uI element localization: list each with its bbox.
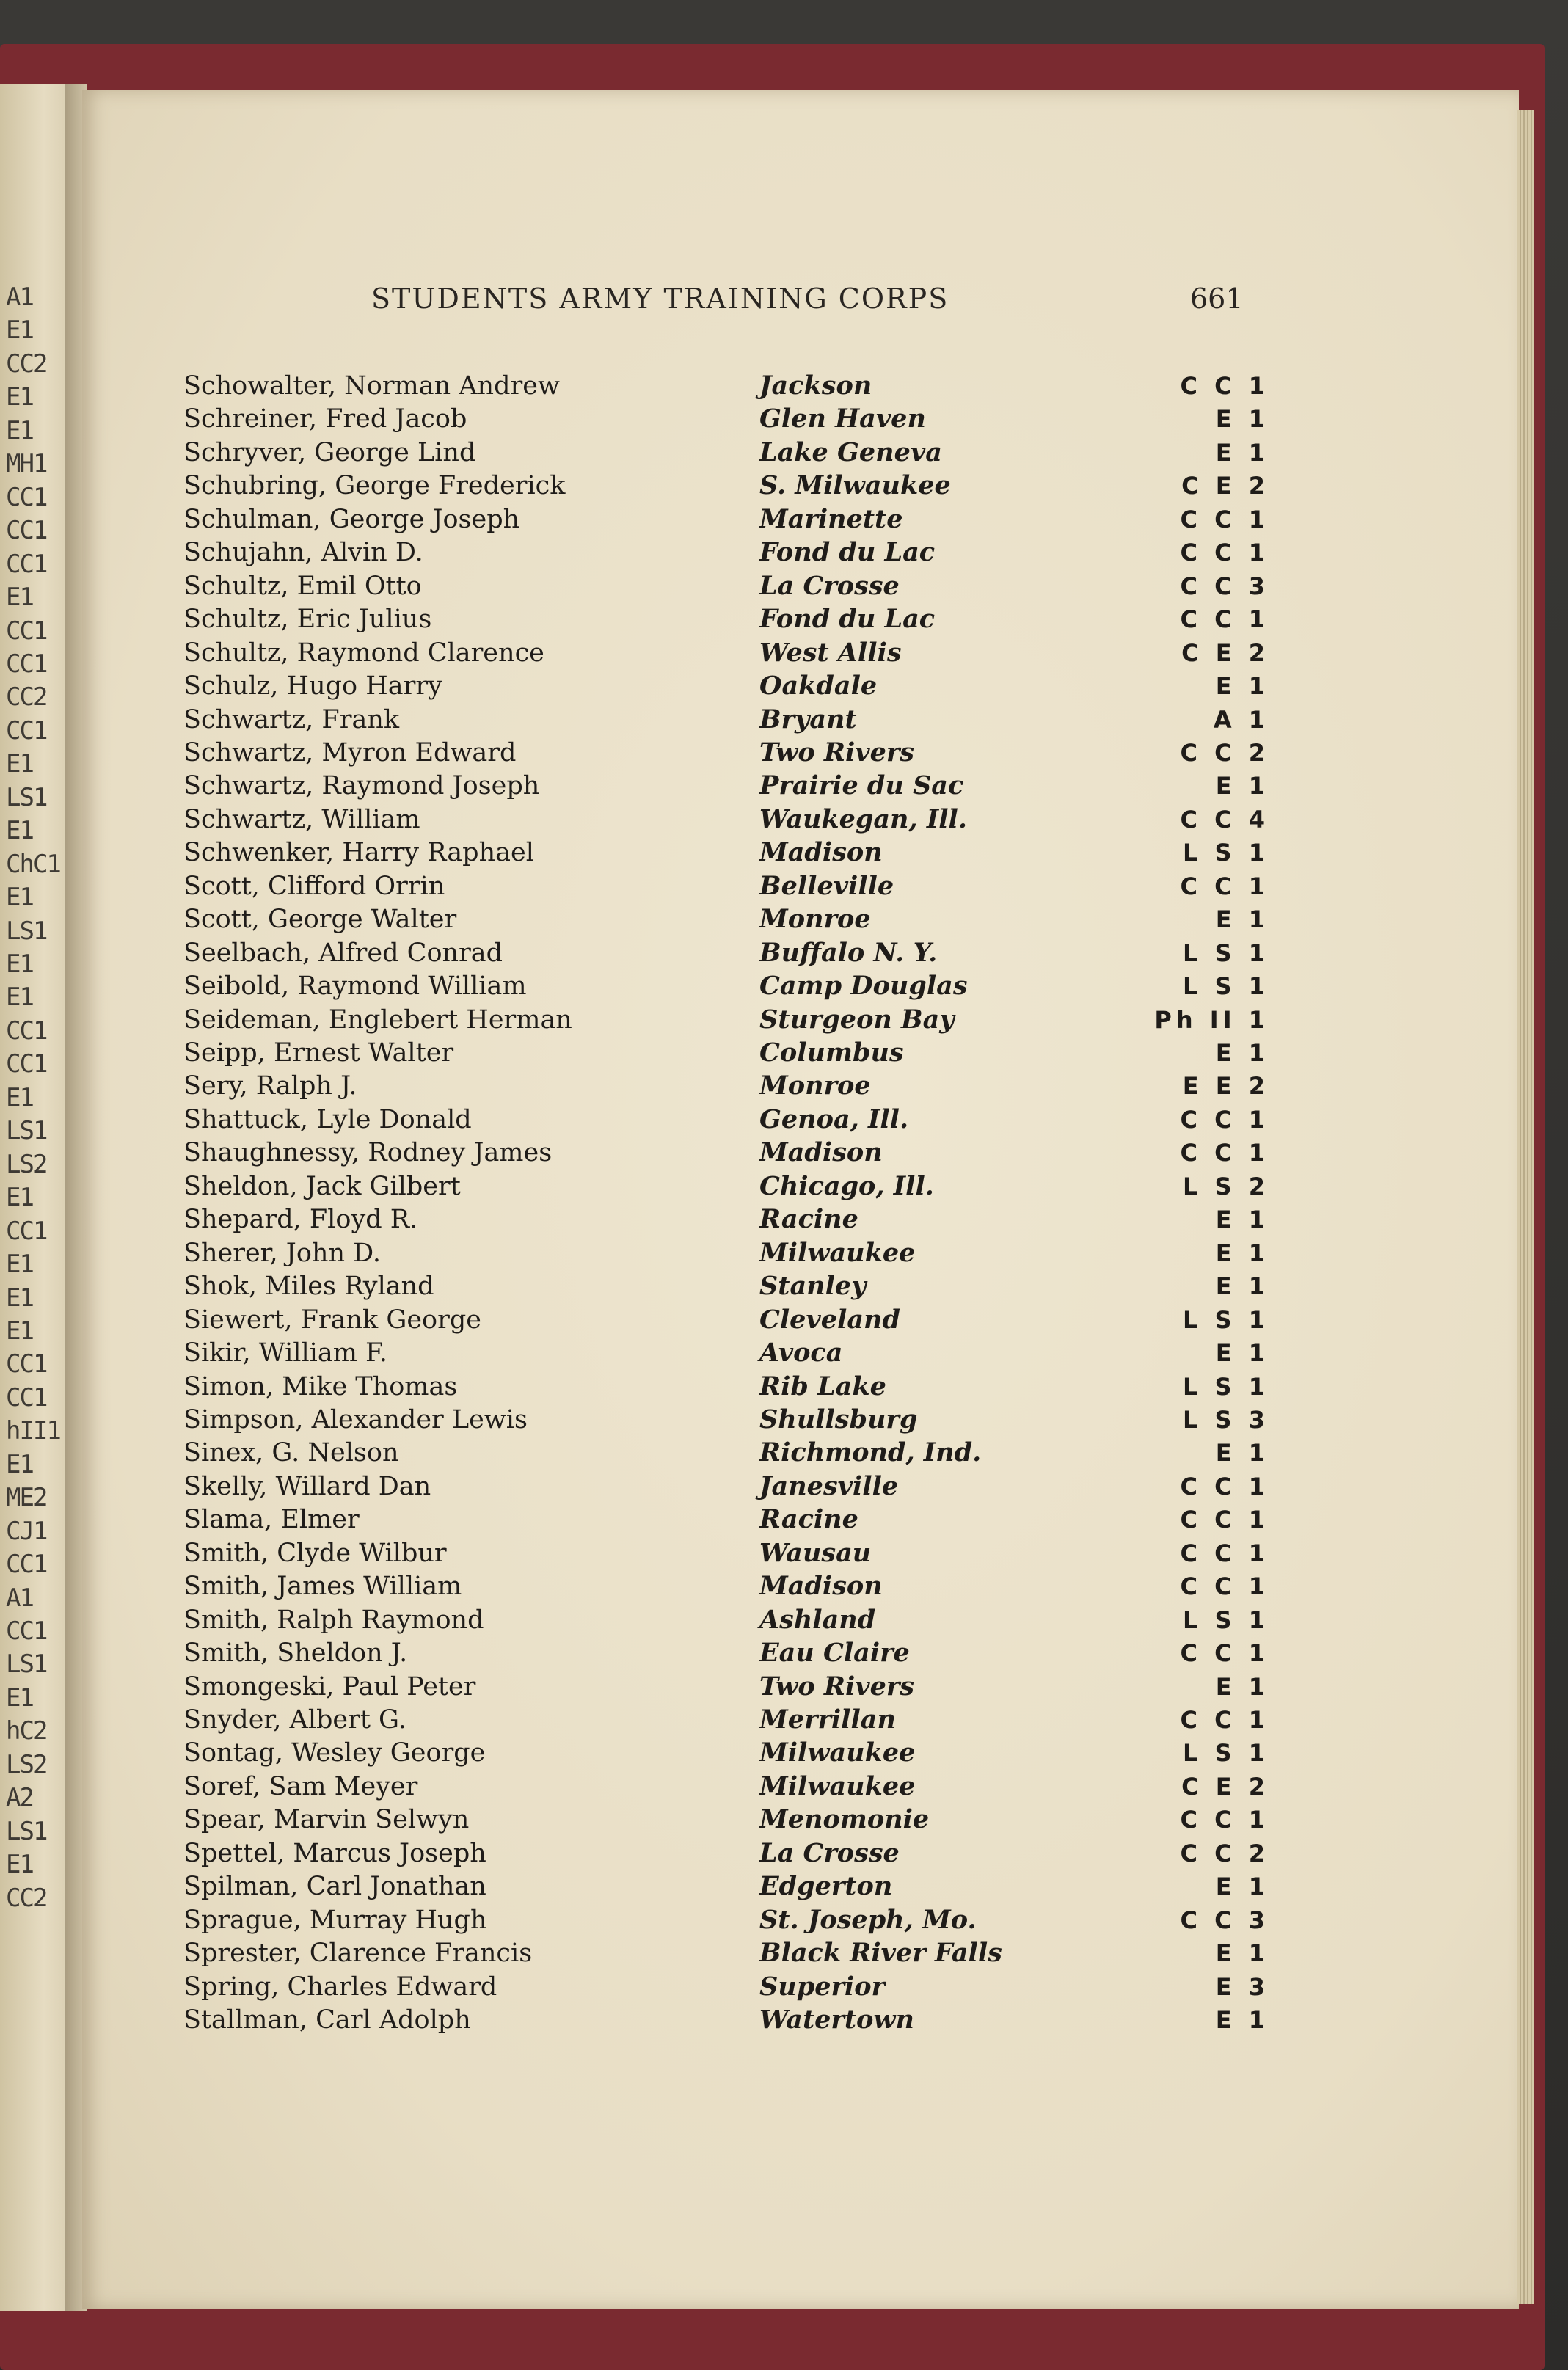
previous-page-mark: E1 [6,883,33,913]
roster-row [183,936,1269,970]
hometown: S. Milwaukee [759,470,951,501]
hometown: Shullsburg [759,1404,918,1434]
hometown: Wausau [759,1537,872,1568]
student-name: Shaughnessy, Rodney James [183,1138,553,1168]
unit-code: E 3 [1215,1972,1269,2001]
previous-page-mark: CC1 [6,482,47,512]
roster-row [183,1936,1269,1970]
previous-page-mark: E1 [6,316,33,346]
unit-code: C E 2 [1181,638,1269,667]
unit-code: C C 3 [1180,1906,1269,1934]
previous-page-mark: E1 [6,816,33,846]
student-name: Schwartz, Myron Edward [183,737,517,767]
roster-row [183,1470,1269,1503]
hometown: La Crosse [759,1837,900,1868]
hometown: Rib Lake [759,1371,886,1401]
hometown: Two Rivers [759,737,914,767]
roster-row [183,636,1269,670]
student-name: Schreiner, Fred Jacob [183,404,467,434]
roster-row [183,1837,1269,1870]
student-name: Shattuck, Lyle Donald [183,1104,472,1134]
unit-code: E 1 [1215,905,1269,934]
hometown: La Crosse [759,570,900,601]
previous-page-mark: CC1 [6,516,47,546]
roster-row [183,1036,1269,1070]
previous-page-mark: LS1 [6,1816,47,1846]
hometown: Eau Claire [759,1638,910,1669]
unit-code: C C 1 [1180,1472,1269,1501]
unit-code: E 1 [1215,1239,1269,1267]
previous-page-mark: CC1 [6,1049,47,1079]
student-name: Schowalter, Norman Andrew [183,371,560,401]
hometown: Watertown [759,2005,914,2035]
hometown: Merrillan [759,1704,896,1735]
roster-row [183,1803,1269,1837]
unit-code: C C 1 [1180,1639,1269,1668]
unit-code: C E 2 [1181,472,1269,500]
hometown: Richmond, Ind. [759,1437,982,1468]
roster-row [183,1569,1269,1603]
roster-row [183,1636,1269,1670]
hometown: Jackson [759,371,872,401]
student-name: Schujahn, Alvin D. [183,538,423,568]
student-name: Skelly, Willard Dan [183,1471,431,1501]
hometown: Oakdale [759,671,878,701]
student-name: Spilman, Carl Jonathan [183,1872,486,1902]
previous-page-mark: CC1 [6,1382,47,1412]
roster-row [183,1003,1269,1037]
unit-code: C C 1 [1180,605,1269,634]
roster-row [183,602,1269,636]
previous-page-mark: E1 [6,1449,33,1479]
unit-code: L S 3 [1183,1405,1269,1434]
previous-page-mark: E1 [6,415,33,445]
unit-code: L S 1 [1183,938,1269,967]
student-name: Smongeski, Paul Peter [183,1671,476,1702]
previous-page-mark: E1 [6,1250,33,1280]
student-name: Smith, Clyde Wilbur [183,1538,447,1568]
student-name: Sherer, John D. [183,1238,382,1268]
student-name: Schwartz, Raymond Joseph [183,771,540,801]
roster-row [183,1970,1269,2004]
roster-row [183,1670,1269,1704]
unit-code: C C 1 [1180,1539,1269,1567]
previous-page-mark: CC1 [6,1216,47,1246]
roster-row [183,1103,1269,1137]
roster-row [183,1603,1269,1637]
hometown: Waukegan, Ill. [759,803,968,834]
previous-page-mark: hC2 [6,1716,47,1746]
roster-row [183,769,1269,803]
hometown: Fond du Lac [759,537,936,568]
student-name: Scott, Clifford Orrin [183,871,445,901]
unit-code: C C 1 [1180,1572,1269,1601]
roster-row [183,1503,1269,1536]
previous-page-mark: E1 [6,1316,33,1346]
student-name: Scott, George Walter [183,905,457,935]
hometown: Menomonie [759,1804,930,1835]
unit-code: L S 1 [1183,839,1269,867]
previous-page-mark: CC2 [6,349,47,379]
student-name: Soref, Sam Meyer [183,1771,418,1801]
hometown: Two Rivers [759,1671,914,1702]
student-name: Snyder, Albert G. [183,1705,406,1735]
roster-row [183,1870,1269,1903]
previous-page-mark: A1 [6,282,33,312]
student-name: Sprague, Murray Hugh [183,1905,487,1935]
student-name: Simon, Mike Thomas [183,1371,458,1401]
roster-row [183,1403,1269,1437]
roster-row [183,703,1269,737]
previous-page-mark: E1 [6,749,33,779]
student-name: Slama, Elmer [183,1505,360,1535]
previous-page-mark: ChC1 [6,849,60,879]
unit-code: E 1 [1215,1339,1269,1368]
student-name: Seibold, Raymond William [183,971,527,1002]
roster-row [183,369,1269,403]
previous-page-mark: E1 [6,1283,33,1313]
unit-code: E 1 [1215,405,1269,434]
hometown: Cleveland [759,1304,900,1335]
previous-page-mark: E1 [6,1183,33,1213]
student-name: Spring, Charles Edward [183,1972,497,2002]
previous-page-mark: LS1 [6,782,47,812]
hometown: Madison [759,837,883,868]
student-name: Schwenker, Harry Raphael [183,838,534,868]
student-name: Schubring, George Frederick [183,471,566,501]
previous-page-mark: E1 [6,982,33,1013]
previous-page-mark: A2 [6,1783,33,1813]
student-name: Schulman, George Joseph [183,504,520,534]
unit-code: C C 1 [1180,372,1269,400]
roster-row [183,903,1269,936]
unit-code: C C 1 [1180,1139,1269,1167]
unit-code: C C 1 [1180,1105,1269,1134]
unit-code: E 1 [1215,438,1269,467]
unit-code: E 1 [1215,1939,1269,1968]
previous-page-mark: CC1 [6,1349,47,1379]
roster-row [183,969,1269,1003]
unit-code: E 1 [1215,672,1269,701]
hometown: Janesville [759,1470,899,1501]
roster-row [183,1136,1269,1170]
hometown: Madison [759,1137,883,1168]
student-name: Schwartz, Frank [183,704,400,734]
previous-page-mark: E1 [6,382,33,412]
hometown: Milwaukee [759,1237,916,1268]
student-name: Smith, James William [183,1572,462,1602]
hometown: Stanley [759,1271,867,1302]
roster-row [183,1770,1269,1804]
previous-page-mark: LS2 [6,1149,47,1179]
roster-row [183,402,1269,436]
unit-code: C C 1 [1180,505,1269,533]
student-name: Schulz, Hugo Harry [183,671,442,701]
roster-row [183,1303,1269,1337]
hometown: Monroe [759,904,871,935]
hometown: Milwaukee [759,1771,916,1801]
unit-code: C C 1 [1180,1806,1269,1834]
hometown: Marinette [759,503,903,534]
unit-code: C C 1 [1180,872,1269,900]
unit-code: A 1 [1213,705,1269,734]
previous-page-mark: hII1 [6,1416,60,1446]
roster-row [183,836,1269,869]
student-name: Schwartz, William [183,804,420,834]
student-name: Smith, Sheldon J. [183,1638,408,1669]
unit-code: E 1 [1215,1873,1269,1901]
hometown: Columbus [759,1038,904,1068]
unit-code: E 1 [1215,1039,1269,1067]
student-name: Spettel, Marcus Joseph [183,1838,486,1868]
roster-row [183,2003,1269,2037]
student-name: Simpson, Alexander Lewis [183,1404,528,1434]
hometown: Black River Falls [759,1938,1002,1969]
student-name: Schryver, George Lind [183,437,476,467]
student-name: Sheldon, Jack Gilbert [183,1171,461,1201]
student-name: Shepard, Floyd R. [183,1205,418,1235]
hometown: Camp Douglas [759,971,968,1002]
roster-row [183,1203,1269,1236]
hometown: Sturgeon Bay [759,1004,955,1035]
unit-code: L S 2 [1183,1172,1269,1200]
hometown: West Allis [759,637,902,668]
hometown: Bryant [759,704,857,734]
previous-page-mark: LS1 [6,916,47,946]
roster-row [183,569,1269,603]
hometown: St. Joseph, Mo. [759,1904,977,1935]
student-name: Shok, Miles Ryland [183,1272,434,1302]
unit-code: L S 1 [1183,1605,1269,1634]
roster-row [183,503,1269,536]
previous-page-mark: CC1 [6,1016,47,1046]
unit-code: C C 1 [1180,539,1269,567]
hometown: Glen Haven [759,404,926,434]
previous-page-mark: CC2 [6,1883,47,1913]
unit-code: E 1 [1215,1672,1269,1701]
unit-code: C E 2 [1181,1772,1269,1801]
roster-row [183,469,1269,503]
roster-row [183,1736,1269,1770]
unit-code: E 1 [1215,1439,1269,1467]
hometown: Prairie du Sac [759,770,964,801]
unit-code: L S 1 [1183,1372,1269,1401]
hometown: Lake Geneva [759,437,942,467]
student-name: Smith, Ralph Raymond [183,1605,484,1635]
roster-row [183,669,1269,703]
student-name: Stallman, Carl Adolph [183,2005,471,2035]
previous-page-edge [0,84,73,2311]
hometown: Ashland [759,1604,876,1635]
previous-page-mark: CC1 [6,1616,47,1646]
student-name: Sontag, Wesley George [183,1738,486,1768]
unit-code: C C 2 [1180,1839,1269,1867]
hometown: Buffalo N. Y. [759,937,938,968]
unit-code: C C 3 [1180,572,1269,600]
roster-row [183,1069,1269,1103]
student-name: Seideman, Englebert Herman [183,1004,572,1035]
roster-row [183,1170,1269,1203]
unit-code: E 1 [1215,772,1269,801]
hometown: Avoca [759,1338,843,1368]
previous-page-mark: E1 [6,949,33,979]
student-name: Seelbach, Alfred Conrad [183,938,503,968]
unit-code: Ph II 1 [1154,1005,1269,1034]
student-name: Schultz, Emil Otto [183,571,422,601]
page-number: 661 [1190,282,1244,315]
unit-code: C C 1 [1180,1506,1269,1534]
hometown: Milwaukee [759,1738,916,1768]
student-name: Siewert, Frank George [183,1305,481,1335]
roster-row [183,536,1269,569]
student-name: Sinex, G. Nelson [183,1438,399,1468]
previous-page-mark: CC2 [6,682,47,712]
unit-code: E 1 [1215,1272,1269,1301]
previous-page-mark: LS2 [6,1749,47,1779]
roster-row [183,1436,1269,1470]
roster-row [183,436,1269,470]
hometown: Chicago, Ill. [759,1170,934,1201]
hometown: Belleville [759,870,894,901]
hometown: Racine [759,1204,858,1235]
roster-row [183,1703,1269,1737]
roster-row [183,1236,1269,1270]
previous-page-mark: CJ1 [6,1516,47,1546]
previous-page-mark: CC1 [6,616,47,646]
previous-page-mark: E1 [6,1082,33,1112]
page-stack-edge [1517,110,1534,2304]
hometown: Madison [759,1571,883,1602]
roster-row [183,1903,1269,1937]
hometown: Edgerton [759,1871,893,1902]
hometown: Racine [759,1504,858,1535]
roster-row [183,869,1269,903]
previous-page-mark: MH1 [6,449,47,479]
roster-row [183,736,1269,770]
previous-page-mark: CC1 [6,1550,47,1580]
roster-row [183,1269,1269,1303]
student-name: Schultz, Eric Julius [183,605,432,635]
previous-page-mark: CC1 [6,715,47,745]
roster-row [183,1370,1269,1404]
previous-page-mark: E1 [6,1850,33,1880]
unit-code: L S 1 [1183,1739,1269,1768]
previous-page-mark: E1 [6,1682,33,1713]
student-name: Schultz, Raymond Clarence [183,638,544,668]
student-name: Seipp, Ernest Walter [183,1038,454,1068]
previous-page-mark: CC1 [6,649,47,679]
previous-page-mark: CC1 [6,549,47,579]
roster-row [183,803,1269,836]
roster-row [183,1336,1269,1370]
student-name: Sikir, William F. [183,1338,387,1368]
unit-code: E E 2 [1182,1072,1269,1101]
hometown: Genoa, Ill. [759,1104,909,1134]
previous-page-mark: A1 [6,1583,33,1613]
unit-code: C C 2 [1180,738,1269,767]
previous-page-mark: LS1 [6,1649,47,1680]
unit-code: C C 1 [1180,1706,1269,1734]
unit-code: E 1 [1215,1206,1269,1234]
unit-code: L S 1 [1183,972,1269,1001]
previous-page-mark: LS1 [6,1116,47,1146]
roster-row [183,1536,1269,1570]
student-name: Sery, Ralph J. [183,1071,357,1101]
unit-code: L S 1 [1183,1305,1269,1334]
unit-code: C C 4 [1180,805,1269,834]
unit-code: E 1 [1215,2006,1269,2035]
hometown: Monroe [759,1071,871,1101]
running-head: STUDENTS ARMY TRAINING CORPS [371,282,949,315]
previous-page-mark: E1 [6,583,33,613]
hometown: Fond du Lac [759,604,936,635]
student-name: Spear, Marvin Selwyn [183,1805,470,1835]
previous-page-mark: ME2 [6,1483,47,1513]
hometown: Superior [759,1971,885,2002]
student-name: Sprester, Clarence Francis [183,1939,533,1969]
